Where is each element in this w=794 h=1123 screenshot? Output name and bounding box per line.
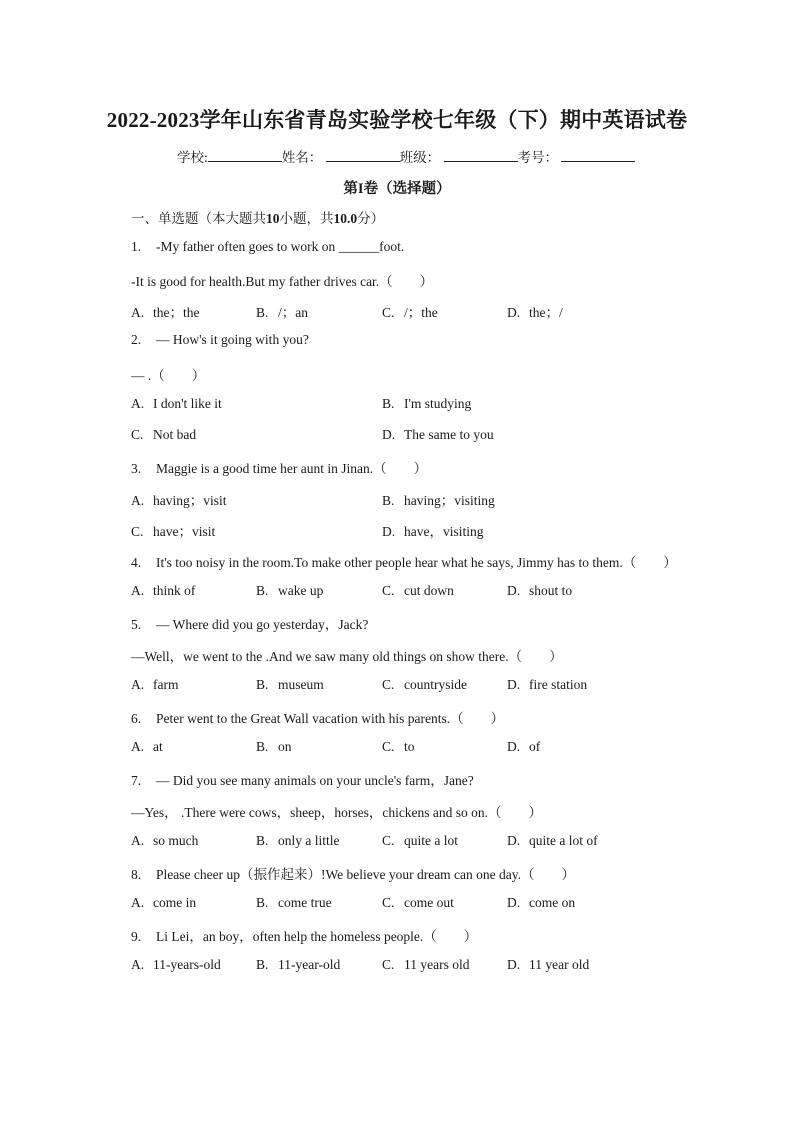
- volume-subtitle: 第I卷（选择题）: [343, 181, 451, 197]
- q3-option-b[interactable]: B. having；visiting: [382, 493, 495, 508]
- question-5-line-1: 5. — Where did you go yesterday，Jack?: [131, 617, 369, 632]
- q1-option-a[interactable]: A. the；the: [131, 305, 200, 320]
- q6-option-d[interactable]: D. of: [507, 739, 541, 754]
- question-5-line-2: —Well，we went to the .And we saw many old things on show there.（ ）: [131, 649, 563, 664]
- q1-option-c[interactable]: C. /；the: [382, 305, 438, 320]
- question-6-line-1: 6. Peter went to the Great Wall vacation with his parents.（ ）: [131, 711, 505, 726]
- school-blank[interactable]: [208, 149, 282, 162]
- exam-title: 2022-2023学年山东省青岛实验学校七年级（下）期中英语试卷: [106, 108, 688, 132]
- q2-option-c[interactable]: C. Not bad: [131, 427, 197, 442]
- q7-option-d[interactable]: D. quite a lot of: [507, 833, 598, 848]
- q5-option-c[interactable]: C. countryside: [382, 677, 467, 692]
- exam-no-label: 考号：: [517, 150, 559, 165]
- question-9-line-1: 9. Li Lei，an boy，often help the homeless people.（ ）: [131, 929, 478, 944]
- q9-option-b[interactable]: B. 11-year-old: [256, 957, 341, 972]
- question-4-line-1: 4. It's too noisy in the room.To make other people hear what he says, Jimmy has to them.（ ）: [131, 555, 677, 570]
- exam-no-blank[interactable]: [561, 149, 635, 162]
- q9-option-c[interactable]: C. 11 years old: [382, 957, 470, 972]
- question-7-line-2: —Yes， .There were cows，sheep，horses，chickens and so on.（ ）: [131, 805, 543, 820]
- q1-option-d[interactable]: D. the；/: [507, 305, 563, 320]
- q2-option-d[interactable]: D. The same to you: [382, 427, 494, 442]
- q2-option-b[interactable]: B. I'm studying: [382, 396, 472, 411]
- q1-option-b[interactable]: B. /；an: [256, 305, 308, 320]
- q7-option-a[interactable]: A. so much: [131, 833, 199, 848]
- question-1-line-2: -It is good for health.But my father drives car.（ ）: [131, 274, 434, 289]
- q5-option-d[interactable]: D. fire station: [507, 677, 588, 692]
- q8-option-a[interactable]: A. come in: [131, 895, 197, 910]
- q4-option-a[interactable]: A. think of: [131, 583, 196, 598]
- q3-option-a[interactable]: A. having；visit: [131, 493, 227, 508]
- q2-option-a[interactable]: A. I don't like it: [131, 396, 222, 411]
- q8-option-d[interactable]: D. come on: [507, 895, 576, 910]
- q6-option-b[interactable]: B. on: [256, 739, 292, 754]
- question-1-line-1: 1. -My father often goes to work on ______foot.: [131, 239, 405, 254]
- q7-option-b[interactable]: B. only a little: [256, 833, 340, 848]
- class-blank[interactable]: [444, 149, 518, 162]
- q8-option-b[interactable]: B. come true: [256, 895, 332, 910]
- q7-option-c[interactable]: C. quite a lot: [382, 833, 458, 848]
- question-7-line-1: 7. — Did you see many animals on your uncle's farm，Jane?: [131, 773, 474, 788]
- question-2-line-2: — .（ ）: [131, 368, 206, 383]
- q4-option-d[interactable]: D. shout to: [507, 583, 573, 598]
- school-label: 学校:: [177, 150, 208, 165]
- q6-option-a[interactable]: A. at: [131, 739, 163, 754]
- q9-option-d[interactable]: D. 11 year old: [507, 957, 590, 972]
- name-label: 姓名：: [281, 150, 323, 165]
- q3-option-d[interactable]: D. have，visiting: [382, 524, 484, 539]
- section-heading: 一、单选题（本大题共10小题，共10.0分）: [131, 211, 385, 226]
- q5-option-a[interactable]: A. farm: [131, 677, 179, 692]
- q5-option-b[interactable]: B. museum: [256, 677, 324, 692]
- question-8-line-1: 8. Please cheer up（振作起来）!We believe your dream can one day.（ ）: [131, 867, 576, 882]
- q4-option-b[interactable]: B. wake up: [256, 583, 324, 598]
- q9-option-a[interactable]: A. 11-years-old: [131, 957, 221, 972]
- question-3-line-1: 3. Maggie is a good time her aunt in Jinan.（ ）: [131, 461, 428, 476]
- q8-option-c[interactable]: C. come out: [382, 895, 454, 910]
- q3-option-c[interactable]: C. have；visit: [131, 524, 216, 539]
- class-label: 班级：: [399, 150, 441, 165]
- student-info-line: [177, 146, 635, 166]
- q4-option-c[interactable]: C. cut down: [382, 583, 454, 598]
- question-2-line-1: 2. — How's it going with you?: [131, 332, 309, 347]
- name-blank[interactable]: [326, 149, 400, 162]
- q6-option-c[interactable]: C. to: [382, 739, 415, 754]
